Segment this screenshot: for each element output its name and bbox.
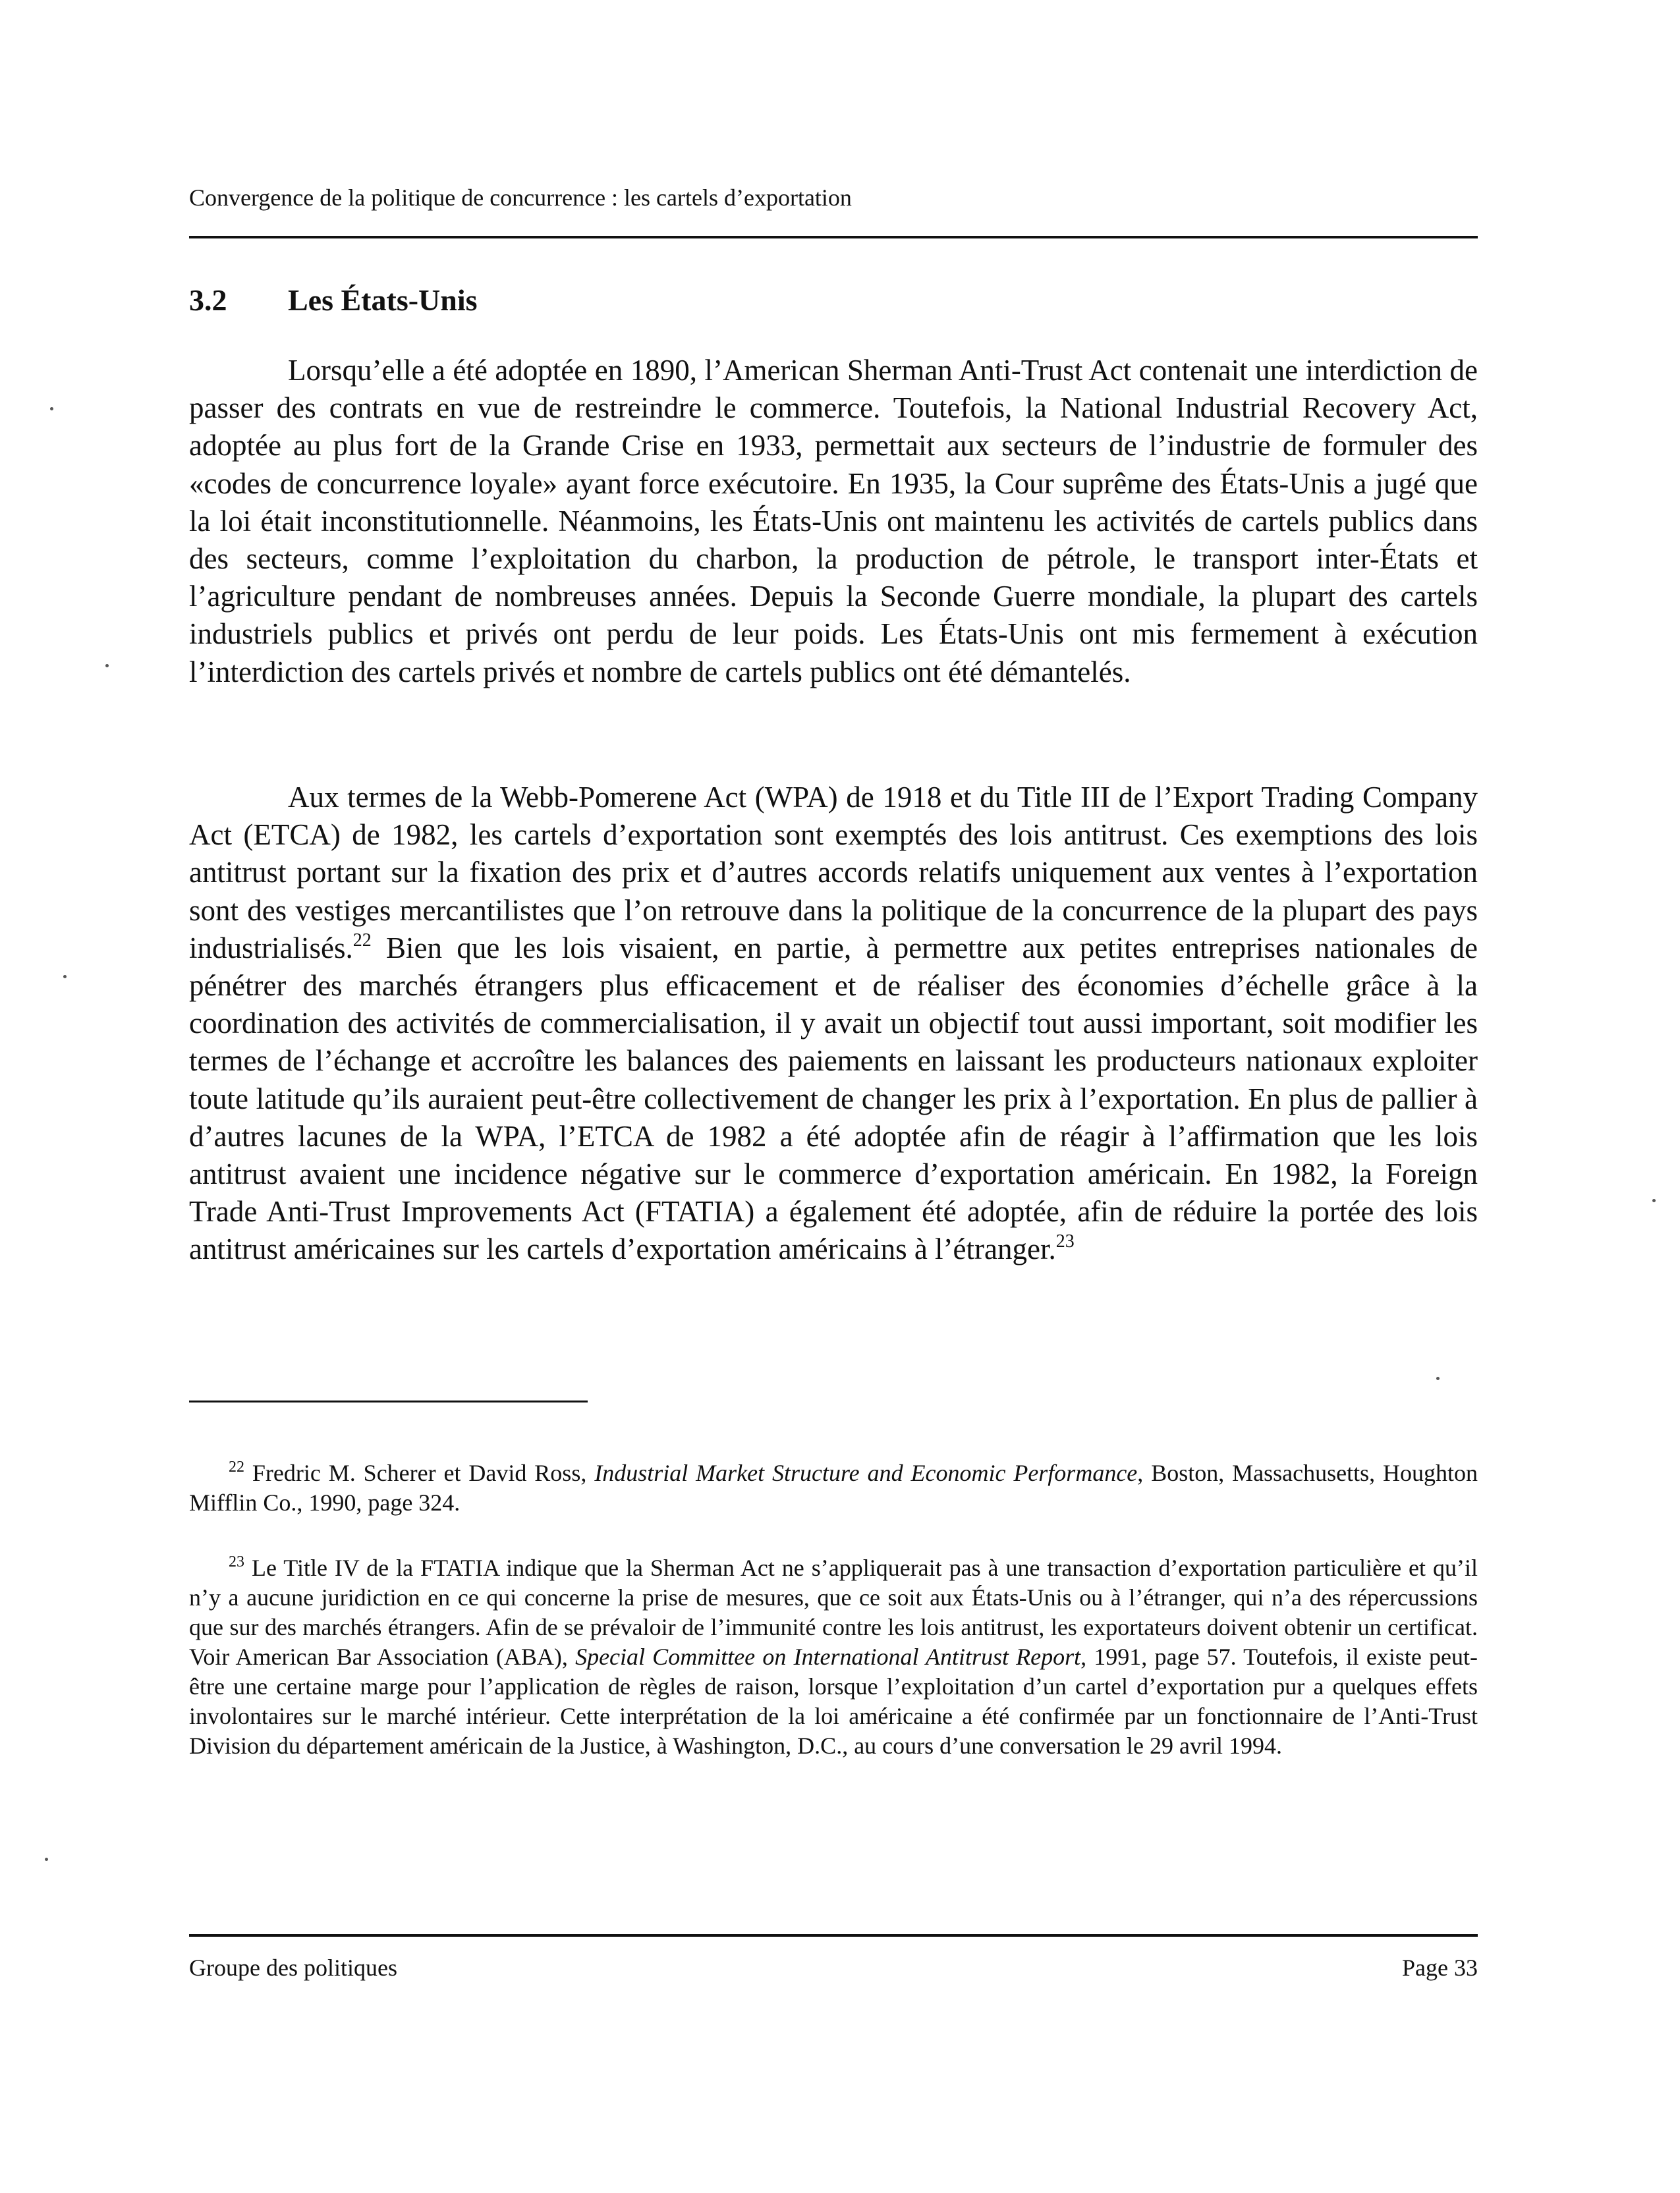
- scan-speck: [1652, 1199, 1656, 1202]
- paragraph-text: Aux termes de la Webb-Pomerene Act (WPA) de 1918 et du Title III de l’Export Trading Company Act (ETCA) de 1982, les cartels d’exportation sont exemptés des lois antitrust. Ces exemptions des lois antitrust portant sur la fixation des prix et d’autres accords relatifs uniquement aux ventes à l’exportation sont des vestiges mercantilistes que l’on retrouve dans la politique de la concurrence de la plupart des pays industrialisés.: [189, 781, 1478, 964]
- footer-organization: Groupe des politiques: [189, 1955, 397, 1981]
- scan-speck: [105, 664, 109, 667]
- scan-speck: [50, 407, 53, 410]
- footer-rule: [189, 1934, 1478, 1937]
- footnote-separator: [189, 1401, 588, 1402]
- running-footer: [189, 1953, 1478, 1983]
- footnote-text: Fredric M. Scherer et David Ross,: [244, 1460, 595, 1486]
- page-number: Page 33: [1402, 1955, 1478, 1981]
- footnote-text: , 1991, page 57. Toutefois, il existe peut-être une certaine marge pour l’application de règles de raison, lorsque l’exploitation d’un cartel d’exportation pur a quelques effets involontaires sur le marché intérieur. Cette interprétation de la loi américaine a été confirmée par un fonctionnaire de l’Anti-Trust Division du département américain de la Justice, à Washington, D.C., au cours d’une conversation le 29 avril 1994.: [189, 1644, 1478, 1759]
- footnote: [189, 1553, 1478, 1761]
- footnote-reference[interactable]: 23: [1055, 1231, 1075, 1252]
- footnote-text: Le Title IV de la FTATIA indique que la Sherman Act ne s’appliquerait pas à une transaction d’exportation particulière et qu’il n’y a aucune juridiction en ce qui concerne la prise de mesures, que ce soit aux États-Unis ou à l’étranger, qui n’a des répercussions que sur des marchés étrangers. Afin de se prévaloir de l’immunité contre les lois antitrust, les exportateurs doivent obtenir un certificat. Voir American Bar Association (ABA),: [189, 1555, 1478, 1670]
- footnote-citation-title: Industrial Market Structure and Economic Performance: [594, 1460, 1138, 1486]
- header-rule: [189, 236, 1478, 238]
- body-paragraph: [189, 352, 1478, 691]
- body-paragraph: [189, 779, 1478, 1269]
- section-number: 3.2: [189, 283, 227, 317]
- paragraph-text: Lorsqu’elle a été adoptée en 1890, l’American Sherman Anti-Trust Act contenait une interdiction de passer des contrats en vue de restreindre le commerce. Toutefois, la National Industrial Recovery Act, adoptée au plus fort de la Grande Crise en 1933, permettait aux secteurs de l’industrie de formuler des «codes de concurrence loyale» ayant force exécutoire. En 1935, la Cour suprême des États-Unis a jugé que la loi était inconstitutionnelle. Néanmoins, les États-Unis ont maintenu les activités de cartels publics dans des secteurs, comme l’exploitation du charbon, la production de pétrole, le transport inter-États et l’agriculture pendant de nombreuses années. Depuis la Seconde Guerre mondiale, la plupart des cartels industriels publics et privés ont perdu de leur poids. Les États-Unis ont mis fermement à exécution l’interdiction des cartels privés et nombre de cartels publics ont été démantelés.: [189, 354, 1478, 688]
- footnote-reference[interactable]: 22: [352, 930, 372, 951]
- section-heading: [189, 282, 478, 319]
- section-title: Les États-Unis: [288, 283, 478, 317]
- scan-speck: [45, 1858, 48, 1861]
- footnote-marker: 23: [229, 1553, 244, 1570]
- paragraph-text: Bien que les lois visaient, en partie, à permettre aux petites entreprises nationales de pénétrer des marchés étrangers plus efficacement et de réaliser des économies d’échelle grâce à la coordination des activités de commercialisation, il y avait un objectif tout aussi important, soit modifier les termes de l’échange et accroître les balances des paiements en laissant les producteurs nationaux exploiter toute latitude qu’ils auraient peut-être collectivement de changer les prix à l’exportation. En plus de pallier à d’autres lacunes de la WPA, l’ETCA de 1982 a été adoptée afin de réagir à l’affirmation que les lois antitrust avaient une incidence négative sur le commerce d’exportation américain. En 1982, la Foreign Trade Anti-Trust Improvements Act (FTATIA) a également été adoptée, afin de réduire la portée des lois antitrust américaines sur les cartels d’exportation américains à l’étranger.: [189, 931, 1478, 1266]
- footnote-marker: 22: [229, 1458, 244, 1476]
- running-header: Convergence de la politique de concurrence : les cartels d’exportation: [189, 184, 852, 211]
- scan-speck: [1436, 1377, 1440, 1380]
- scan-speck: [63, 975, 67, 978]
- footnote-text: , Boston, Massachusetts, Houghton Mifflin Co., 1990, page 324.: [189, 1460, 1478, 1516]
- footnote-citation-title: Special Committee on International Antitrust Report: [575, 1644, 1081, 1670]
- footnote: [189, 1458, 1478, 1518]
